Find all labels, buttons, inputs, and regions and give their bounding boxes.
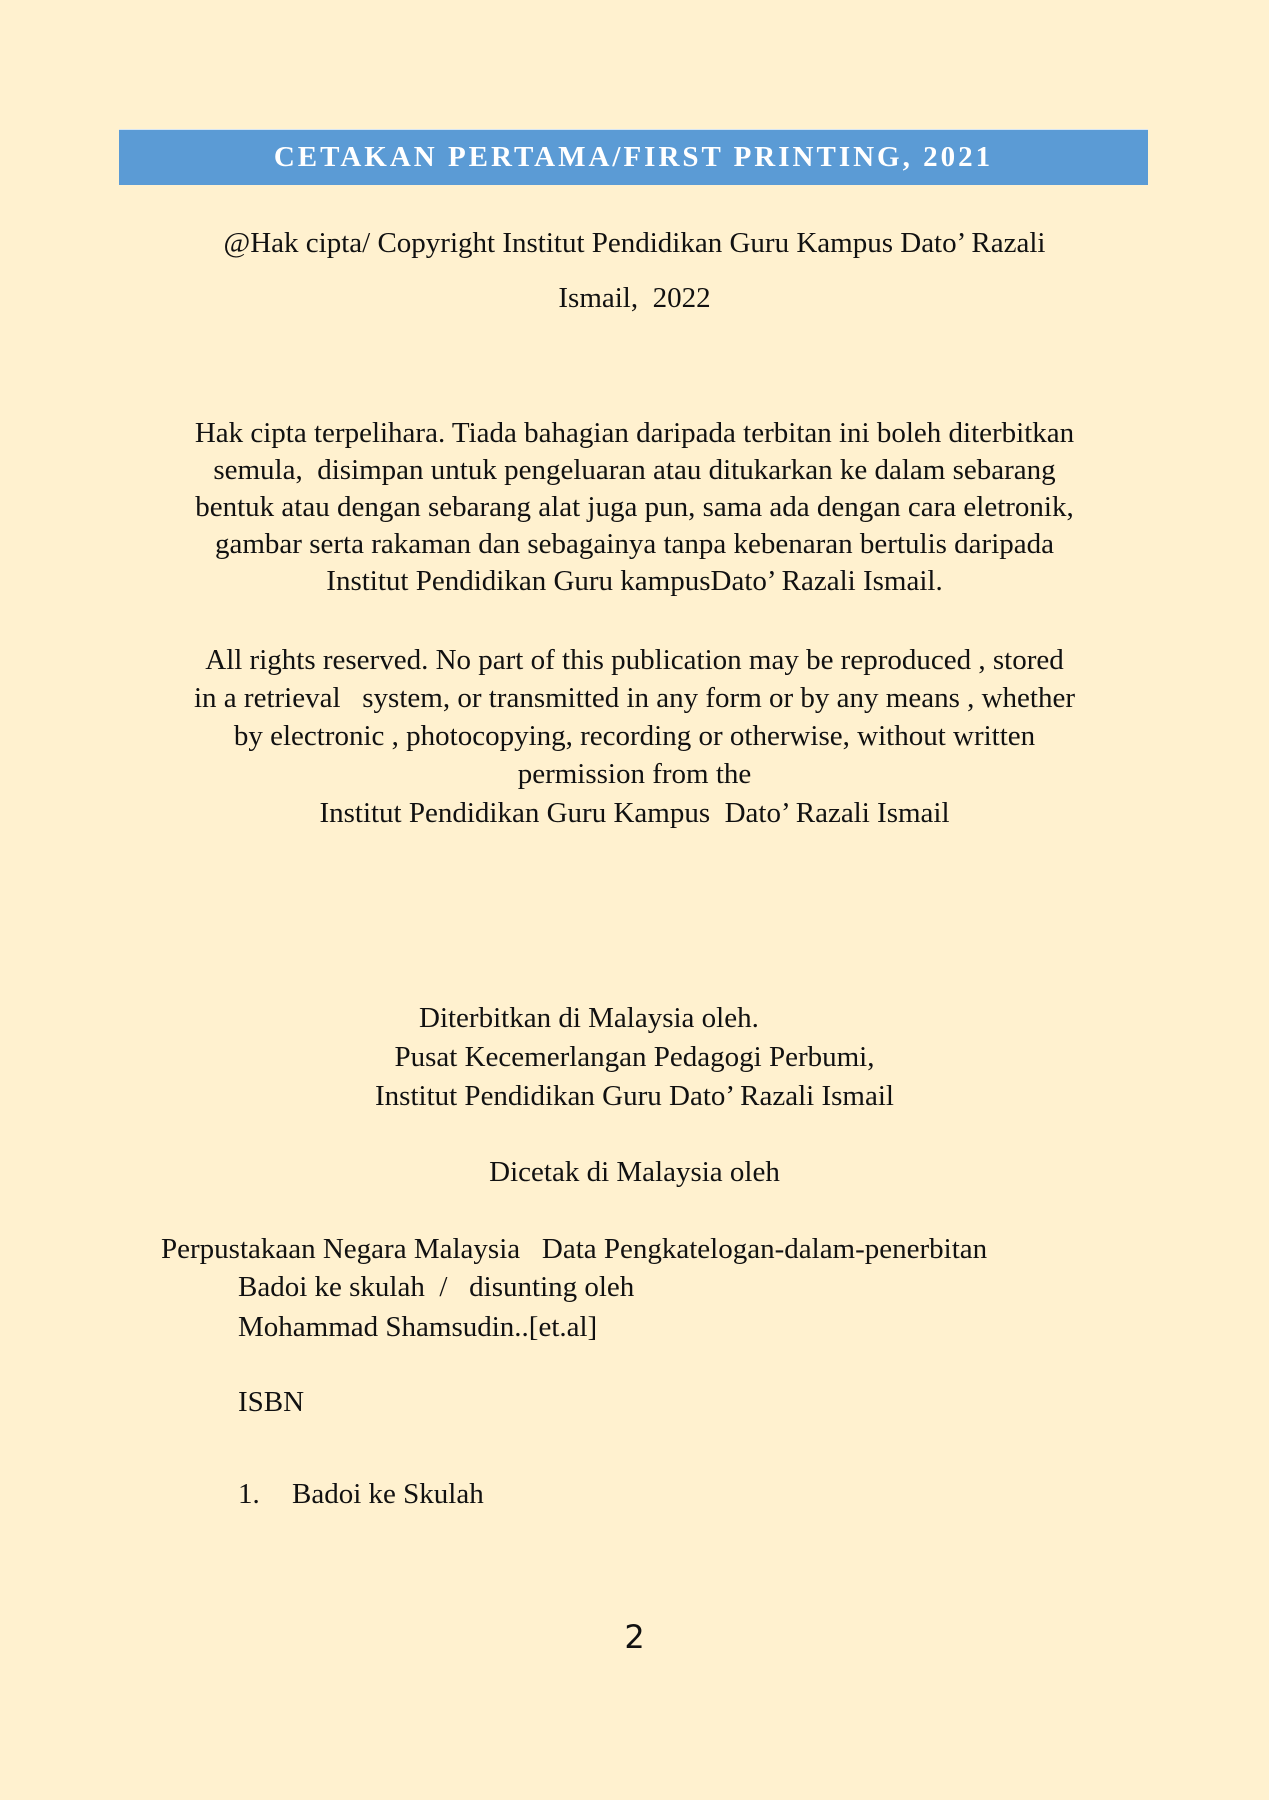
publisher-line-3: Institut Pendidikan Guru Dato’ Razali Ismail — [375, 1080, 894, 1112]
english-notice-line: permission from the — [517, 758, 752, 790]
page-number: 2 — [624, 1618, 645, 1656]
english-notice-line: All rights reserved. No part of this publication may be reproduced , stored — [205, 644, 1064, 676]
malay-notice-line: bentuk atau dengan sebarang alat juga pun, sama ada dengan cara eletronik, — [195, 491, 1074, 523]
section-banner — [119, 129, 1148, 185]
english-notice-line: in a retrieval system, or transmitted in any form or by any means , whether — [193, 682, 1076, 714]
malay-notice-line: Hak cipta terpelihara. Tiada bahagian daripada terbitan ini boleh diterbitkan — [194, 417, 1075, 449]
catalog-author: Mohammad Shamsudin..[et.al] — [238, 1311, 598, 1343]
malay-notice-line: Institut Pendidikan Guru kampusDato’ Razali Ismail. — [326, 565, 943, 597]
english-notice-line: Institut Pendidikan Guru Kampus Dato’ Razali Ismail — [319, 797, 950, 829]
catalog-item-number: 1. — [238, 1478, 260, 1510]
publisher-line-1: Diterbitkan di Malaysia oleh. — [419, 1002, 759, 1034]
malay-notice-line: semula, disimpan untuk pengeluaran atau ditukarkan ke dalam sebarang — [213, 454, 1056, 486]
banner-title: CETAKAN PERTAMA/FIRST PRINTING, 2021 — [273, 141, 994, 173]
catalog-isbn: ISBN — [238, 1386, 305, 1418]
copyright-line-2: Ismail, 2022 — [558, 282, 711, 314]
publisher-line-2: Pusat Kecemerlangan Pedagogi Perbumi, — [394, 1041, 875, 1073]
english-notice-line: by electronic , photocopying, recording or otherwise, without written — [233, 720, 1036, 752]
copyright-line-1: @Hak cipta/ Copyright Institut Pendidikan Guru Kampus Dato’ Razali — [223, 227, 1046, 259]
catalog-title: Badoi ke skulah / disunting oleh — [238, 1271, 635, 1303]
printed-by-line: Dicetak di Malaysia oleh — [489, 1156, 780, 1188]
catalog-item-label: Badoi ke Skulah — [292, 1478, 484, 1510]
malay-notice-line: gambar serta rakaman dan sebagainya tanpa kebenaran bertulis daripada — [215, 528, 1054, 560]
catalog-heading: Perpustakaan Negara Malaysia Data Pengkatelogan-dalam-penerbitan — [161, 1233, 988, 1265]
